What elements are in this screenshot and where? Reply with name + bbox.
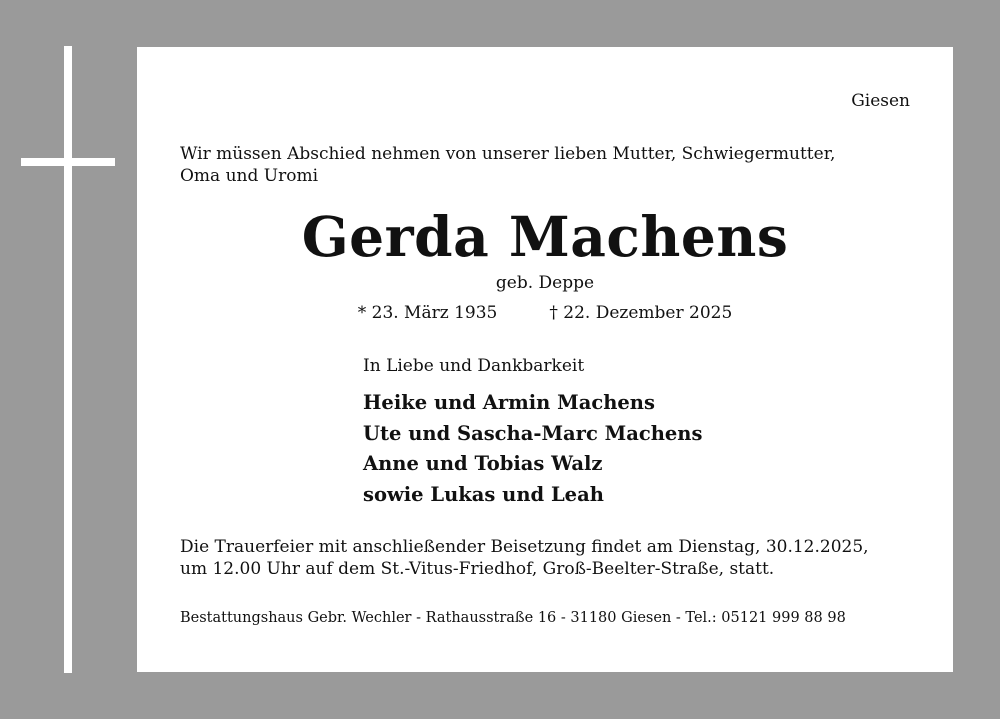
maiden-name: geb. Deppe bbox=[495, 273, 595, 293]
mourner-name: Anne und Tobias Walz bbox=[363, 452, 603, 475]
deceased-name: Gerda Machens bbox=[301, 204, 789, 269]
intro-line-1: Wir müssen Abschied nehmen von unserer lieben Mutter, Schwiegermutter, bbox=[180, 144, 836, 164]
obituary-card bbox=[137, 47, 953, 672]
cross-vertical-bar bbox=[64, 46, 72, 673]
life-dates bbox=[137, 303, 953, 323]
cross-horizontal-bar bbox=[21, 158, 115, 166]
ceremony-line-2: um 12.00 Uhr auf dem St.-Vitus-Friedhof, Groß-Beelter-Straße, statt. bbox=[180, 559, 775, 579]
place-name: Giesen bbox=[851, 91, 910, 111]
mourner-name: Heike und Armin Machens bbox=[363, 391, 655, 414]
ceremony-line-1: Die Trauerfeier mit anschließender Beisetzung findet am Dienstag, 30.12.2025, bbox=[180, 537, 869, 557]
funeral-home-footer: Bestattungshaus Gebr. Wechler - Rathausstraße 16 - 31180 Giesen - Tel.: 05121 999 88 98 bbox=[180, 610, 846, 626]
mourner-name: sowie Lukas und Leah bbox=[363, 482, 604, 506]
intro-text bbox=[180, 143, 920, 187]
mourner-name: Ute und Sascha-Marc Machens bbox=[363, 421, 703, 445]
mourners-heading: In Liebe und Dankbarkeit bbox=[363, 356, 585, 376]
intro-line-2: Oma und Uromi bbox=[180, 166, 319, 186]
mourners-list bbox=[363, 388, 702, 510]
birth-date: * 23. März 1935 bbox=[357, 303, 498, 323]
ceremony-info bbox=[180, 536, 940, 580]
death-date: † 22. Dezember 2025 bbox=[549, 303, 733, 323]
